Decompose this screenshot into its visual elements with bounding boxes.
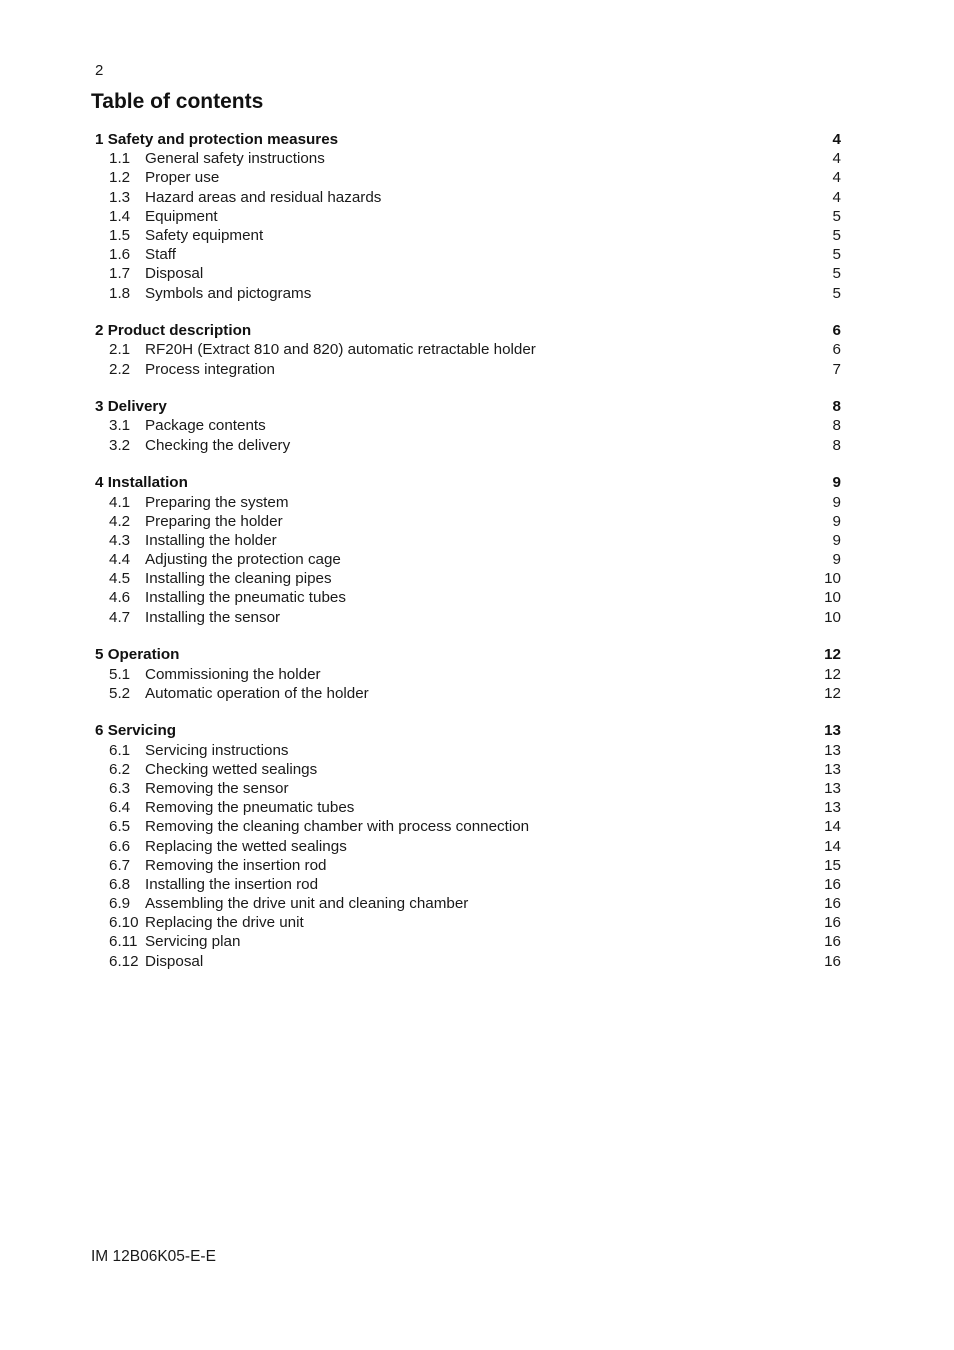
toc-chapter-text: Operation xyxy=(107,646,180,664)
toc-entry-page: 4 xyxy=(832,188,841,206)
toc-entry-page: 9 xyxy=(832,551,841,569)
toc-entry-number: 6.4 xyxy=(109,799,131,817)
toc-entry-page: 16 xyxy=(824,895,841,913)
toc-entry[interactable] xyxy=(95,894,841,913)
toc-entry-number: 1.4 xyxy=(109,207,131,225)
toc-entry[interactable] xyxy=(95,588,841,607)
toc-entry-title: Replacing the wetted sealings xyxy=(145,837,347,855)
toc-entry-number: 6.11 xyxy=(109,933,138,951)
toc-entry-title: Removing the pneumatic tubes xyxy=(145,799,355,817)
toc-entry-page: 16 xyxy=(824,914,841,932)
toc-entry-number: 6.7 xyxy=(109,856,131,874)
toc-entry-page: 16 xyxy=(824,933,841,951)
toc-entry[interactable] xyxy=(95,875,841,894)
toc-entry-title: Safety equipment xyxy=(145,226,264,244)
toc-chapter-entry[interactable] xyxy=(95,130,841,149)
toc-entry-number: 6.2 xyxy=(109,760,131,778)
toc-entry[interactable] xyxy=(95,360,841,379)
toc-entry-title: Installing the insertion rod xyxy=(145,875,319,893)
toc-entry-title: Installing the pneumatic tubes xyxy=(145,589,346,607)
toc-entry-page: 9 xyxy=(832,493,841,511)
toc-entry-title: Removing the insertion rod xyxy=(145,856,327,874)
toc-entry-title: Disposal xyxy=(145,952,204,970)
toc-chapter-text: Safety and protection measures xyxy=(107,131,339,148)
toc-chapter-number: 4 xyxy=(95,474,104,492)
toc-entry-number: 5.2 xyxy=(109,684,131,702)
toc-entry-title: Replacing the drive unit xyxy=(145,914,304,932)
toc-entry[interactable] xyxy=(95,416,841,435)
toc-entry-page: 4 xyxy=(832,169,841,187)
toc-entry-page: 5 xyxy=(832,226,841,244)
toc-entry-page: 13 xyxy=(824,741,841,759)
toc-section xyxy=(95,645,841,703)
toc-entry-number: 3.1 xyxy=(109,417,131,435)
toc-entry[interactable] xyxy=(95,952,841,971)
page-number: 2 xyxy=(95,62,104,79)
toc-entry[interactable] xyxy=(95,531,841,550)
toc-entry-title: Preparing the system xyxy=(145,493,289,511)
toc-entry-page: 8 xyxy=(832,417,841,435)
toc-entry-page: 6 xyxy=(832,341,841,359)
toc-entry-title: Servicing instructions xyxy=(145,741,289,759)
toc-entry-number: 4.5 xyxy=(109,570,131,588)
toc-chapter-page: 8 xyxy=(832,398,841,416)
toc-entry-title: Adjusting the protection cage xyxy=(145,551,341,569)
toc-chapter-title xyxy=(95,130,338,149)
toc-entry[interactable] xyxy=(95,817,841,836)
toc-chapter-entry[interactable] xyxy=(95,397,841,416)
toc-entry-number: 1.3 xyxy=(109,188,131,206)
toc-entry-title: RF20H (Extract 810 and 820) automatic retractable holder xyxy=(145,341,536,359)
toc-entry[interactable] xyxy=(95,779,841,798)
toc-chapter-text: Product description xyxy=(107,322,252,340)
toc-entry-title: Removing the cleaning chamber with process connection xyxy=(145,818,530,836)
toc-entry[interactable] xyxy=(95,798,841,817)
toc-entry-number: 1.6 xyxy=(109,246,131,264)
toc-entry-page: 5 xyxy=(832,246,841,264)
toc-chapter-text: Delivery xyxy=(107,398,167,416)
toc-entry-number: 6.1 xyxy=(109,741,131,759)
toc-chapter-number: 3 xyxy=(95,398,104,416)
toc-entry[interactable] xyxy=(95,856,841,875)
toc-chapter-entry[interactable] xyxy=(95,721,841,740)
toc-entry-number: 4.1 xyxy=(109,493,131,511)
toc-entry-title: General safety instructions xyxy=(145,150,325,168)
toc-entry-title: Automatic operation of the holder xyxy=(145,684,369,702)
toc-chapter-entry[interactable] xyxy=(95,321,841,340)
toc-entry-title: Hazard areas and residual hazards xyxy=(145,188,382,206)
toc-entry[interactable] xyxy=(95,913,841,932)
toc-entry[interactable] xyxy=(95,512,841,531)
toc-chapter-number: 5 xyxy=(95,646,104,664)
toc-entry-number: 3.2 xyxy=(109,436,131,454)
toc-entry[interactable] xyxy=(95,569,841,588)
toc-section xyxy=(95,721,841,970)
toc-entry-page: 15 xyxy=(824,856,841,874)
toc-entry-number: 4.3 xyxy=(109,531,131,549)
toc-entry-title: Disposal xyxy=(145,265,204,283)
toc-entry-number: 1.2 xyxy=(109,169,131,187)
toc-entry-page: 10 xyxy=(824,570,841,588)
toc-entry-title: Proper use xyxy=(145,169,220,187)
table-of-contents xyxy=(95,130,841,989)
toc-entry[interactable] xyxy=(95,226,841,245)
toc-chapter-page: 13 xyxy=(824,722,841,740)
toc-entry-page: 10 xyxy=(824,589,841,607)
toc-entry-number: 5.1 xyxy=(109,665,131,683)
toc-chapter-page: 6 xyxy=(832,322,841,340)
toc-entry-title: Staff xyxy=(145,246,176,264)
toc-section xyxy=(95,397,841,455)
toc-entry-number: 6.6 xyxy=(109,837,131,855)
toc-entry-page: 13 xyxy=(824,799,841,817)
toc-entry[interactable] xyxy=(95,168,841,187)
toc-entry-title: Removing the sensor xyxy=(145,779,289,797)
toc-chapter-page: 12 xyxy=(824,646,841,664)
toc-entry-number: 1.1 xyxy=(109,150,131,168)
toc-entry-title: Installing the holder xyxy=(145,531,277,549)
toc-entry[interactable] xyxy=(95,264,841,283)
toc-chapter-title xyxy=(95,645,179,664)
toc-entry-page: 14 xyxy=(824,818,841,836)
toc-section xyxy=(95,473,841,627)
toc-entry-title: Process integration xyxy=(145,360,276,378)
toc-entry[interactable] xyxy=(95,207,841,226)
toc-entry-title: Servicing plan xyxy=(145,933,241,951)
toc-chapter-entry[interactable] xyxy=(95,473,841,492)
toc-entry-page: 12 xyxy=(824,684,841,702)
toc-entry[interactable] xyxy=(95,665,841,684)
toc-chapter-text: Installation xyxy=(107,474,188,492)
toc-chapter-page: 4 xyxy=(832,131,841,148)
toc-entry-title: Installing the sensor xyxy=(145,608,281,626)
toc-entry-page: 9 xyxy=(832,512,841,530)
toc-entry[interactable] xyxy=(95,340,841,359)
toc-entry[interactable] xyxy=(95,149,841,168)
toc-entry-page: 4 xyxy=(832,150,841,168)
toc-entry[interactable] xyxy=(95,284,841,303)
toc-entry[interactable] xyxy=(95,188,841,207)
toc-chapter-page: 9 xyxy=(832,474,841,492)
toc-entry-page: 5 xyxy=(832,265,841,283)
toc-entry-title: Assembling the drive unit and cleaning chamber xyxy=(145,895,469,913)
toc-chapter-number: 6 xyxy=(95,722,104,740)
toc-entry-number: 6.3 xyxy=(109,779,131,797)
toc-entry-number: 1.7 xyxy=(109,265,131,283)
toc-entry-title: Installing the cleaning pipes xyxy=(145,570,332,588)
toc-entry-page: 12 xyxy=(824,665,841,683)
toc-entry-number: 2.1 xyxy=(109,341,131,359)
toc-entry-page: 5 xyxy=(832,284,841,302)
toc-chapter-title xyxy=(95,473,188,492)
toc-entry-number: 6.10 xyxy=(109,914,139,932)
toc-chapter-number: 1 xyxy=(95,131,104,148)
toc-entry-page: 9 xyxy=(832,531,841,549)
toc-entry-number: 4.2 xyxy=(109,512,131,530)
toc-entry-page: 14 xyxy=(824,837,841,855)
toc-entry-page: 7 xyxy=(832,360,841,378)
toc-entry[interactable] xyxy=(95,245,841,264)
toc-entry-page: 10 xyxy=(824,608,841,626)
toc-entry-page: 13 xyxy=(824,779,841,797)
toc-entry-page: 8 xyxy=(832,436,841,454)
toc-chapter-title xyxy=(95,321,251,340)
toc-chapter-number: 2 xyxy=(95,322,104,340)
toc-entry-title: Package contents xyxy=(145,417,266,435)
toc-chapter-title xyxy=(95,397,167,416)
toc-entry[interactable] xyxy=(95,932,841,951)
toc-entry-title: Checking the delivery xyxy=(145,436,291,454)
toc-entry-number: 1.5 xyxy=(109,226,131,244)
toc-entry-title: Commissioning the holder xyxy=(145,665,321,683)
toc-chapter-title xyxy=(95,721,176,740)
toc-entry-number: 6.12 xyxy=(109,952,139,970)
toc-entry-page: 16 xyxy=(824,875,841,893)
toc-entry-number: 4.7 xyxy=(109,608,131,626)
document-id: IM 12B06K05-E-E xyxy=(91,1248,216,1265)
toc-entry-number: 6.9 xyxy=(109,895,131,913)
toc-entry-page: 5 xyxy=(832,207,841,225)
toc-entry-number: 6.8 xyxy=(109,875,131,893)
toc-entry[interactable] xyxy=(95,760,841,779)
toc-entry-number: 4.6 xyxy=(109,589,131,607)
toc-entry-number: 4.4 xyxy=(109,551,131,569)
toc-entry-title: Equipment xyxy=(145,207,218,225)
toc-entry[interactable] xyxy=(95,608,841,627)
toc-entry[interactable] xyxy=(95,741,841,760)
toc-section xyxy=(95,321,841,379)
toc-entry-page: 13 xyxy=(824,760,841,778)
toc-entry[interactable] xyxy=(95,493,841,512)
toc-entry-title: Checking wetted sealings xyxy=(145,760,318,778)
toc-entry-number: 2.2 xyxy=(109,360,131,378)
toc-entry[interactable] xyxy=(95,436,841,455)
toc-entry-title: Preparing the holder xyxy=(145,512,283,530)
toc-section xyxy=(95,130,841,303)
toc-entry[interactable] xyxy=(95,684,841,703)
toc-entry-number: 1.8 xyxy=(109,284,131,302)
toc-chapter-text: Servicing xyxy=(107,722,177,740)
toc-entry[interactable] xyxy=(95,837,841,856)
toc-entry-number: 6.5 xyxy=(109,818,131,836)
toc-entry[interactable] xyxy=(95,550,841,569)
page-title: Table of contents xyxy=(91,90,264,113)
toc-entry-page: 16 xyxy=(824,952,841,970)
toc-chapter-entry[interactable] xyxy=(95,645,841,664)
toc-entry-title: Symbols and pictograms xyxy=(145,284,312,302)
